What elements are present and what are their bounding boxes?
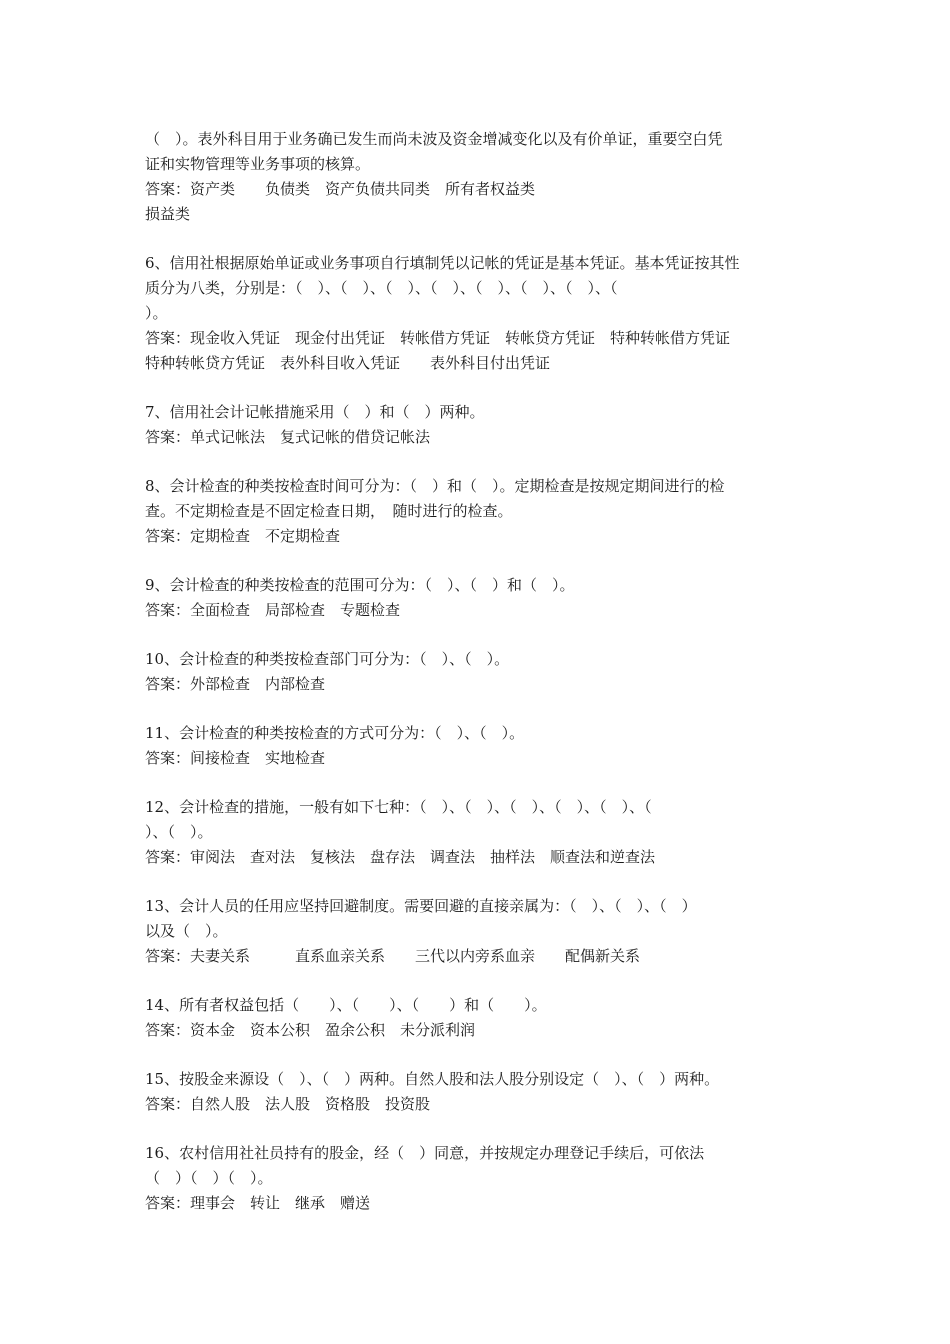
text-line: 答案：外部检查 内部检查 xyxy=(145,675,326,693)
question-block xyxy=(145,795,810,870)
text-line: 6、信用社根据原始单证或业务事项自行填制凭以记帐的凭证是基本凭证。基本凭证按其性 xyxy=(145,254,740,272)
question-block xyxy=(145,1141,810,1216)
text-line: 以及（ ）。 xyxy=(145,922,228,940)
text-line: ）、（ ）。 xyxy=(145,823,213,841)
text-line: 12、会计检查的措施，一般有如下七种：（ ）、（ ）、（ ）、（ ）、（ ）、（ xyxy=(145,798,652,816)
text-line: 14、所有者权益包括（ ）、（ ）、（ ）和（ ）。 xyxy=(145,996,547,1014)
text-line: 质分为八类，分别是：（ ）、（ ）、（ ）、（ ）、（ ）、（ ）、（ ）、（ xyxy=(145,279,618,297)
question-block xyxy=(145,400,810,450)
text-line: ）。 xyxy=(145,304,168,322)
text-line: （ ）（ ）（ ）。 xyxy=(145,1169,273,1187)
question-block xyxy=(145,647,810,697)
text-line: 答案：审阅法 查对法 复核法 盘存法 调查法 抽样法 顺查法和逆查法 xyxy=(145,848,656,866)
question-block xyxy=(145,474,810,549)
text-line: 答案：理事会 转让 继承 赠送 xyxy=(145,1194,371,1212)
text-line: 查。不定期检查是不固定检查日期， 随时进行的检查。 xyxy=(145,502,513,520)
text-line: 答案：定期检查 不定期检查 xyxy=(145,527,341,545)
question-block xyxy=(145,1067,810,1117)
text-line: 9、会计检查的种类按检查的范围可分为：（ ）、（ ）和（ ）。 xyxy=(145,576,575,594)
text-line: 答案：夫妻关系 直系血亲关系 三代以内旁系血亲 配偶新关系 xyxy=(145,947,641,965)
question-block xyxy=(145,573,810,623)
text-line: 证和实物管理等业务事项的核算。 xyxy=(145,155,371,173)
question-block xyxy=(145,894,810,969)
text-line: 答案：全面检查 局部检查 专题检查 xyxy=(145,601,401,619)
document-page xyxy=(145,127,810,1240)
text-line: 15、按股金来源设（ ）、（ ）两种。自然人股和法人股分别设定（ ）、（ ）两种。 xyxy=(145,1070,720,1088)
question-block xyxy=(145,721,810,771)
question-block xyxy=(145,127,810,227)
text-line: 答案：单式记帐法 复式记帐的借贷记帐法 xyxy=(145,428,431,446)
text-line: 13、会计人员的任用应坚持回避制度。需要回避的直接亲属为：（ ）、（ ）、（ ） xyxy=(145,897,697,915)
question-block xyxy=(145,251,810,376)
text-line: 答案：间接检查 实地检查 xyxy=(145,749,326,767)
text-line: 答案：自然人股 法人股 资格股 投资股 xyxy=(145,1095,431,1113)
text-line: 10、会计检查的种类按检查部门可分为：（ ）、（ ）。 xyxy=(145,650,510,668)
text-line: 答案：资产类 负债类 资产负债共同类 所有者权益类 xyxy=(145,180,536,198)
text-line: （ ）。表外科目用于业务确已发生而尚未波及资金增减变化以及有价单证，重要空白凭 xyxy=(145,130,723,148)
text-line: 8、会计检查的种类按检查时间可分为：（ ）和（ ）。定期检查是按规定期间进行的检 xyxy=(145,477,725,495)
text-line: 损益类 xyxy=(145,205,191,223)
text-line: 7、信用社会计记帐措施采用（ ）和（ ）两种。 xyxy=(145,403,485,421)
text-line: 16、农村信用社社员持有的股金，经（ ）同意，并按规定办理登记手续后，可依法 xyxy=(145,1144,705,1162)
text-line: 答案：资本金 资本公积 盈余公积 未分派利润 xyxy=(145,1021,476,1039)
text-line: 答案：现金收入凭证 现金付出凭证 转帐借方凭证 转帐贷方凭证 特种转帐借方凭证 xyxy=(145,329,731,347)
text-line: 11、会计检查的种类按检查的方式可分为：（ ）、（ ）。 xyxy=(145,724,525,742)
text-line: 特种转帐贷方凭证 表外科目收入凭证 表外科目付出凭证 xyxy=(145,354,551,372)
question-block xyxy=(145,993,810,1043)
